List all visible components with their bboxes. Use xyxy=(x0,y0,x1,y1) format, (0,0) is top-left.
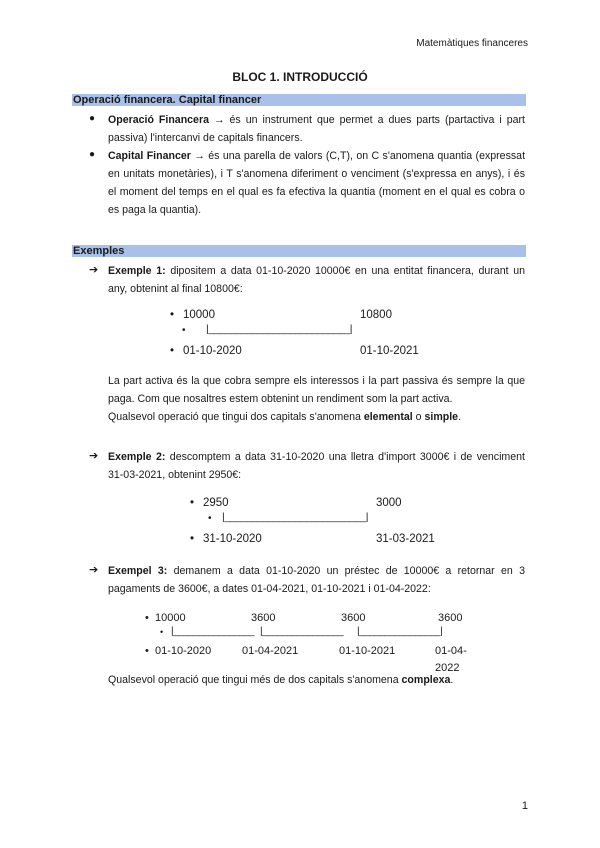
timeline-amount: 3600 xyxy=(251,612,276,624)
timeline-date: 01-10-2020 xyxy=(155,645,212,657)
example-3 xyxy=(89,562,525,598)
bullet-icon: ● xyxy=(89,149,96,160)
timeline-bullet-icon: • xyxy=(145,612,149,624)
timeline-axis-segment: |________________ xyxy=(260,626,344,637)
timeline-bullet-icon: • xyxy=(145,645,149,657)
term-capital-financer: Capital Financer xyxy=(108,150,191,162)
note-text: Qualsevol operació que tingui dos capitals s'anomena xyxy=(108,411,364,423)
running-header: Matemàtiques financeres xyxy=(416,38,528,49)
page-number: 1 xyxy=(521,800,528,812)
bullet-list xyxy=(89,111,525,219)
example-1-text-block xyxy=(89,262,525,298)
timeline-date: 01-10-2021 xyxy=(360,345,419,357)
example-1-text: dipositem a data 01-10-2020 10000€ en una entitat financera, durant un any, obtenint al final 10800€: xyxy=(108,265,525,295)
example-2-paragraph xyxy=(108,448,525,484)
note-paragraph: La part activa és la que cobra sempre els interessos i la part passiva és sempre la que paga. Com que nosaltres estem obtenint un rendiment som la part activa. xyxy=(108,375,525,405)
example-2 xyxy=(89,448,525,484)
timeline-1 xyxy=(170,307,470,363)
example-2-text-block xyxy=(89,448,525,484)
timeline-2 xyxy=(190,495,490,551)
timeline-date: 01-10-2020 xyxy=(183,345,242,357)
timeline-bullet-icon: • xyxy=(160,627,164,637)
bullet-text: → és una parella de valors (C,T), on C s'anomena quantia (expressat en unitats monetàries), i T s'anomena diferiment o venciment (s'expressa en anys), i és el moment del temps en el qual es fa efectiva la quantia (moment en el qual es cobra o es paga la quantia). xyxy=(108,150,526,216)
timeline-bullet-icon: • xyxy=(190,533,195,545)
timeline-date: 31-10-2020 xyxy=(203,533,262,545)
timeline-amount: 3600 xyxy=(341,612,366,624)
arrow-right-icon: ➔ xyxy=(89,564,99,576)
example-3-label: Exempel 3: xyxy=(108,565,168,577)
timeline-axis-segment: |________________| xyxy=(357,626,443,637)
bullet-icon: ● xyxy=(89,113,96,124)
example-3-note xyxy=(108,671,525,689)
timeline-bullet-icon: • xyxy=(170,309,175,321)
section-heading-operacio: Operació financera. Capital financer xyxy=(72,94,526,106)
example-3-paragraph xyxy=(108,562,525,598)
timeline-date: 01-04-2022 xyxy=(435,645,467,674)
term-complexa: complexa xyxy=(401,674,451,686)
timeline-axis-segment: |________________ xyxy=(171,626,255,637)
timeline-axis: |__________________________| xyxy=(222,511,369,523)
timeline-amount: 10800 xyxy=(360,309,392,321)
timeline-amount: 3600 xyxy=(438,612,463,624)
timeline-bullet-icon: • xyxy=(182,325,186,336)
timeline-amount: 10000 xyxy=(155,612,186,624)
timeline-3 xyxy=(145,610,485,674)
timeline-bullet-icon: • xyxy=(208,513,212,524)
example-3-text-block xyxy=(89,562,525,598)
note-text: . xyxy=(450,674,454,686)
section-heading-exemples: Exemples xyxy=(72,245,526,257)
example-1 xyxy=(89,262,525,298)
bullet-text: → és un instrument que permet a dues parts (partactiva i part passiva) l'intercanvi de capitals financers. xyxy=(108,114,525,144)
timeline-date: 01-04-2021 xyxy=(242,645,299,657)
example-2-text: descomptem a data 31-10-2020 una lletra d'import 3000€ i de venciment 31-03-2021, obtenint 2950€: xyxy=(108,451,525,481)
note-paragraph xyxy=(108,408,525,426)
timeline-amount: 3000 xyxy=(376,497,402,509)
arrow-right-icon: ➔ xyxy=(89,264,99,276)
timeline-date: 31-03-2021 xyxy=(376,533,435,545)
bullet-item xyxy=(89,147,525,219)
note-text: . xyxy=(458,411,462,423)
bullet-item xyxy=(89,111,525,147)
note-text: o xyxy=(412,411,425,423)
arrow-right-icon: ➔ xyxy=(89,450,99,462)
timeline-date: 01-10-2021 xyxy=(339,645,396,657)
timeline-bullet-icon: • xyxy=(190,497,195,509)
note-text: Qualsevol operació que tingui més de dos capitals s'anomena xyxy=(108,674,402,686)
example-1-notes xyxy=(108,372,525,426)
example-3-text: demanem a data 01-10-2020 un préstec de 10000€ a retornar en 3 pagaments de 3600€, a dates 01-04-2021, 01-10-2021 i 01-04-2022: xyxy=(108,565,525,595)
timeline-bullet-icon: • xyxy=(170,345,175,357)
example-1-paragraph xyxy=(108,262,525,298)
timeline-amount: 10000 xyxy=(183,309,215,321)
example-2-label: Exemple 2: xyxy=(108,451,166,463)
note-paragraph xyxy=(108,671,525,689)
page-title: BLOC 1. INTRODUCCIÓ xyxy=(232,70,368,84)
timeline-axis: |__________________________| xyxy=(206,323,353,335)
term-simple: simple xyxy=(424,411,459,423)
timeline-amount: 2950 xyxy=(203,497,229,509)
term-elemental: elemental xyxy=(363,411,413,423)
bullet-paragraph xyxy=(108,147,525,219)
term-operacio-financera: Operació Financera xyxy=(108,114,209,126)
example-1-label: Exemple 1: xyxy=(108,265,166,277)
bullet-paragraph xyxy=(108,111,525,147)
